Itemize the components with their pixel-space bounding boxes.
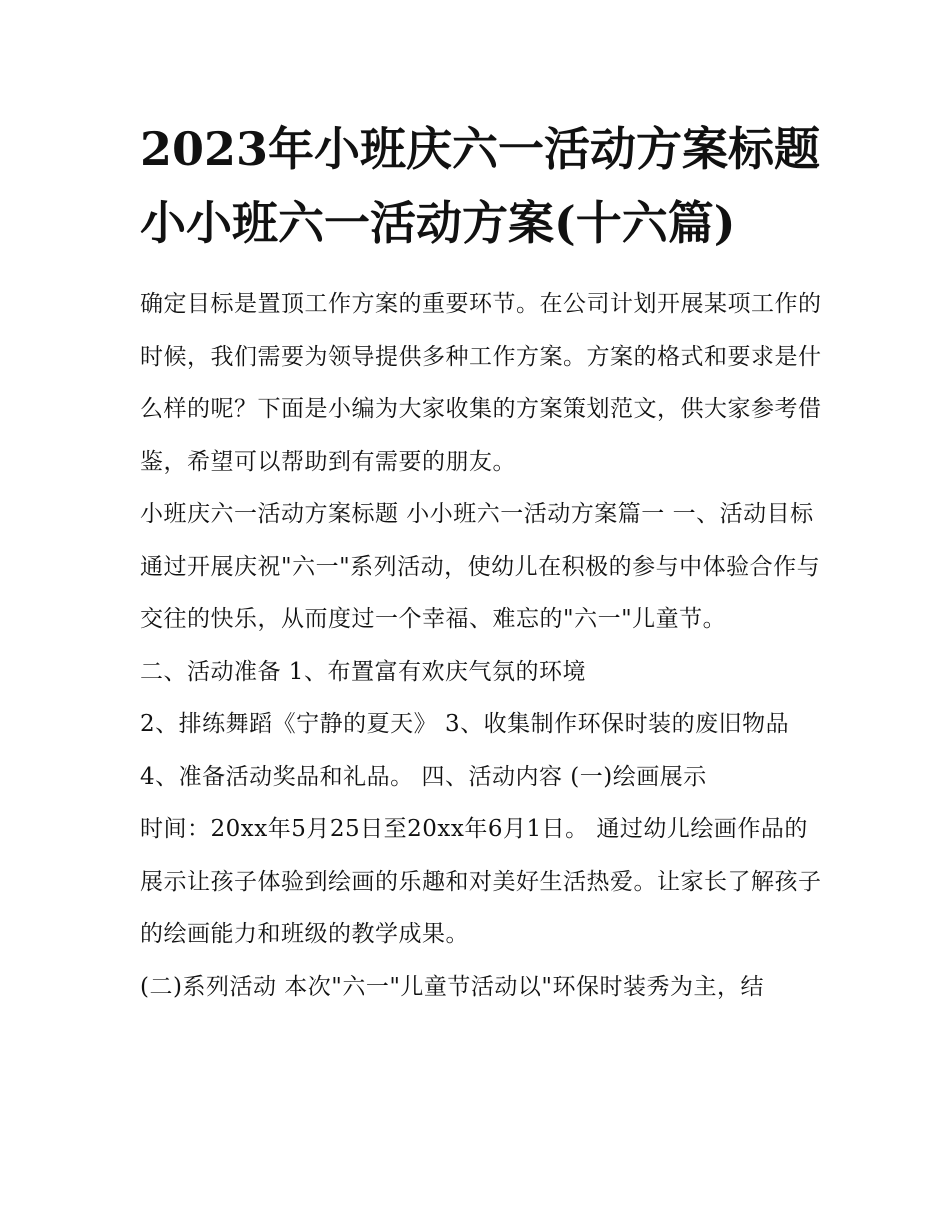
document-title: 2023年小班庆六一活动方案标题 小小班六一活动方案(十六篇) [140, 122, 821, 250]
document-page [140, 112, 830, 1013]
paragraph-intro: 确定目标是置顶工作方案的重要环节。在公司计划开展某项工作的时候，我们需要为领导提供多种工作方案。方案的格式和要求是什么样的呢？下面是小编为大家收集的方案策划范文，供大家参考借鉴，希望可以帮助到有需要的朋友。 [140, 291, 822, 475]
paragraph-goal: 通过开展庆祝"六一"系列活动，使幼儿在积极的参与中体验合作与交往的快乐，从而度过一个幸福、难忘的"六一"儿童节。 [140, 553, 821, 632]
paragraph-section-heading: 小班庆六一活动方案标题 小小班六一活动方案篇一 一、活动目标 [140, 501, 814, 527]
document-body [140, 278, 830, 1013]
paragraph-time: 时间：20xx年5月25日至20xx年6月1日。 通过幼儿绘画作品的展示让孩子体验到绘画的乐趣和对美好生活热爱。让家长了解孩子的绘画能力和班级的教学成果。 [140, 816, 822, 947]
paragraph-preparation-items: 2、排练舞蹈《宁静的夏天》 3、收集制作环保时装的废旧物品 4、准备活动奖品和礼品。 四、活动内容 (一)绘画展示 [140, 711, 790, 790]
paragraph-series-activities: (二)系列活动 本次"六一"儿童节活动以"环保时装秀为主，结 [140, 973, 764, 1000]
paragraph-preparation: 二、活动准备 1、布置富有欢庆气氛的环境 [140, 658, 586, 685]
